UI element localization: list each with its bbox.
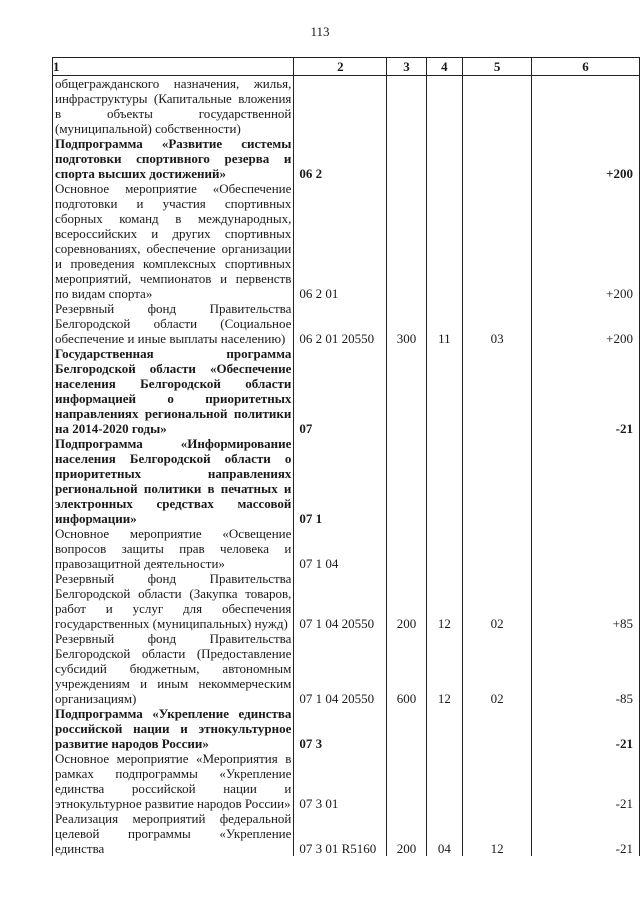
header-row bbox=[53, 58, 640, 76]
row-sum: +200 bbox=[531, 301, 639, 346]
header-col-3: 3 bbox=[387, 58, 426, 76]
table-row bbox=[53, 631, 640, 706]
row-name-text: Основное мероприятие «Мероприятия в рамках подпрограммы «Укрепление единства российской нации и этнокультурное развитие народов России» bbox=[55, 751, 292, 811]
table-header bbox=[53, 58, 640, 76]
row-rz bbox=[426, 751, 463, 811]
row-sum: +200 bbox=[531, 136, 639, 181]
row-vr bbox=[387, 346, 426, 436]
row-code: 06 2 01 20550 bbox=[294, 301, 387, 346]
row-code bbox=[294, 76, 387, 137]
row-pr bbox=[463, 436, 532, 526]
row-code: 07 3 01 R5160 bbox=[294, 811, 387, 856]
row-name-text: Резервный фонд Правительства Белгородской области (Социальное обеспечение и иные выплаты населению) bbox=[55, 301, 292, 346]
header-col-6: 6 bbox=[531, 58, 639, 76]
row-name bbox=[53, 136, 294, 181]
row-pr bbox=[463, 706, 532, 751]
row-vr bbox=[387, 706, 426, 751]
page-number: 113 bbox=[310, 24, 330, 39]
row-rz bbox=[426, 136, 463, 181]
row-vr bbox=[387, 136, 426, 181]
row-name bbox=[53, 436, 294, 526]
row-name-text: Подпрограмма «Укрепление единства российской нации и этнокультурное развитие народов России» bbox=[55, 706, 292, 751]
row-name bbox=[53, 346, 294, 436]
row-rz bbox=[426, 526, 463, 571]
row-pr bbox=[463, 76, 532, 137]
row-rz bbox=[426, 181, 463, 301]
row-code: 06 2 01 bbox=[294, 181, 387, 301]
row-sum bbox=[531, 526, 639, 571]
row-pr: 03 bbox=[463, 301, 532, 346]
row-name bbox=[53, 571, 294, 631]
row-pr bbox=[463, 751, 532, 811]
row-pr: 02 bbox=[463, 571, 532, 631]
row-name-text: Подпрограмма «Информирование населения Белгородской области о приоритетных направлениях региональной политики в печатных и электронных средствах массовой информации» bbox=[55, 436, 292, 526]
row-code: 07 1 bbox=[294, 436, 387, 526]
row-vr bbox=[387, 526, 426, 571]
row-rz: 11 bbox=[426, 301, 463, 346]
row-sum bbox=[531, 76, 639, 137]
row-rz: 12 bbox=[426, 571, 463, 631]
row-name bbox=[53, 631, 294, 706]
table-row bbox=[53, 571, 640, 631]
row-name-text: Основное мероприятие «Освещение вопросов защиты прав человека и правозащитной деятельности» bbox=[55, 526, 292, 571]
row-code: 07 3 01 bbox=[294, 751, 387, 811]
budget-table bbox=[52, 57, 640, 856]
row-name bbox=[53, 181, 294, 301]
row-pr bbox=[463, 526, 532, 571]
row-name-text: общегражданского назначения, жилья, инфраструктуры (Капитальные вложения в объекты государственной (муниципальной) собственности) bbox=[55, 76, 292, 136]
row-pr: 12 bbox=[463, 811, 532, 856]
row-name bbox=[53, 706, 294, 751]
row-vr: 300 bbox=[387, 301, 426, 346]
row-code: 07 1 04 bbox=[294, 526, 387, 571]
row-vr bbox=[387, 436, 426, 526]
table-row bbox=[53, 181, 640, 301]
row-name bbox=[53, 811, 294, 856]
row-sum bbox=[531, 436, 639, 526]
table-row bbox=[53, 751, 640, 811]
row-rz bbox=[426, 76, 463, 137]
row-name-text: Реализация мероприятий федеральной целевой программы «Укрепление единства bbox=[55, 811, 292, 856]
row-rz bbox=[426, 436, 463, 526]
row-vr bbox=[387, 76, 426, 137]
row-pr bbox=[463, 136, 532, 181]
header-col-5: 5 bbox=[463, 58, 532, 76]
table-row bbox=[53, 76, 640, 137]
row-sum: +200 bbox=[531, 181, 639, 301]
table-row bbox=[53, 301, 640, 346]
table-row bbox=[53, 811, 640, 856]
header-col-4: 4 bbox=[426, 58, 463, 76]
row-code: 07 1 04 20550 bbox=[294, 631, 387, 706]
row-rz: 04 bbox=[426, 811, 463, 856]
row-vr: 200 bbox=[387, 811, 426, 856]
table-row bbox=[53, 136, 640, 181]
row-sum: -21 bbox=[531, 346, 639, 436]
row-name bbox=[53, 526, 294, 571]
row-name-text: Государственная программа Белгородской области «Обеспечение населения Белгородской области информацией о приоритетных направлениях региональной политики на 2014-2020 годы» bbox=[55, 346, 292, 436]
row-vr: 600 bbox=[387, 631, 426, 706]
table-row bbox=[53, 346, 640, 436]
row-pr: 02 bbox=[463, 631, 532, 706]
row-sum: -21 bbox=[531, 751, 639, 811]
row-pr bbox=[463, 346, 532, 436]
row-vr bbox=[387, 181, 426, 301]
row-vr bbox=[387, 751, 426, 811]
row-code: 07 1 04 20550 bbox=[294, 571, 387, 631]
row-vr: 200 bbox=[387, 571, 426, 631]
row-pr bbox=[463, 181, 532, 301]
row-name-text: Резервный фонд Правительства Белгородской области (Предоставление субсидий бюджетным, автономным учреждениям и иным некоммерческим организациям) bbox=[55, 631, 292, 706]
table-row bbox=[53, 706, 640, 751]
header-col-2: 2 bbox=[294, 58, 387, 76]
table-row bbox=[53, 436, 640, 526]
row-code: 07 bbox=[294, 346, 387, 436]
row-name-text: Подпрограмма «Развитие системы подготовки спортивного резерва и спорта высших достижений» bbox=[55, 136, 292, 181]
header-col-1: 1 bbox=[53, 58, 294, 76]
row-rz bbox=[426, 346, 463, 436]
row-name bbox=[53, 76, 294, 137]
row-sum: -21 bbox=[531, 706, 639, 751]
row-name-text: Резервный фонд Правительства Белгородской области (Закупка товаров, работ и услуг для обеспечения государственных (муниципальных) нужд) bbox=[55, 571, 292, 631]
row-code: 06 2 bbox=[294, 136, 387, 181]
row-sum: -21 bbox=[531, 811, 639, 856]
row-code: 07 3 bbox=[294, 706, 387, 751]
row-sum: +85 bbox=[531, 571, 639, 631]
row-name bbox=[53, 751, 294, 811]
row-name bbox=[53, 301, 294, 346]
row-sum: -85 bbox=[531, 631, 639, 706]
table-body bbox=[53, 76, 640, 857]
table-row bbox=[53, 526, 640, 571]
row-rz bbox=[426, 706, 463, 751]
row-name-text: Основное мероприятие «Обеспечение подготовки и участия спортивных сборных команд в международных, всероссийских и других спортивных соревнованиях, обеспечение организации и проведения комплексных спортивных мероприятий, чемпионатов и первенств по видам спорта» bbox=[55, 181, 292, 301]
row-rz: 12 bbox=[426, 631, 463, 706]
